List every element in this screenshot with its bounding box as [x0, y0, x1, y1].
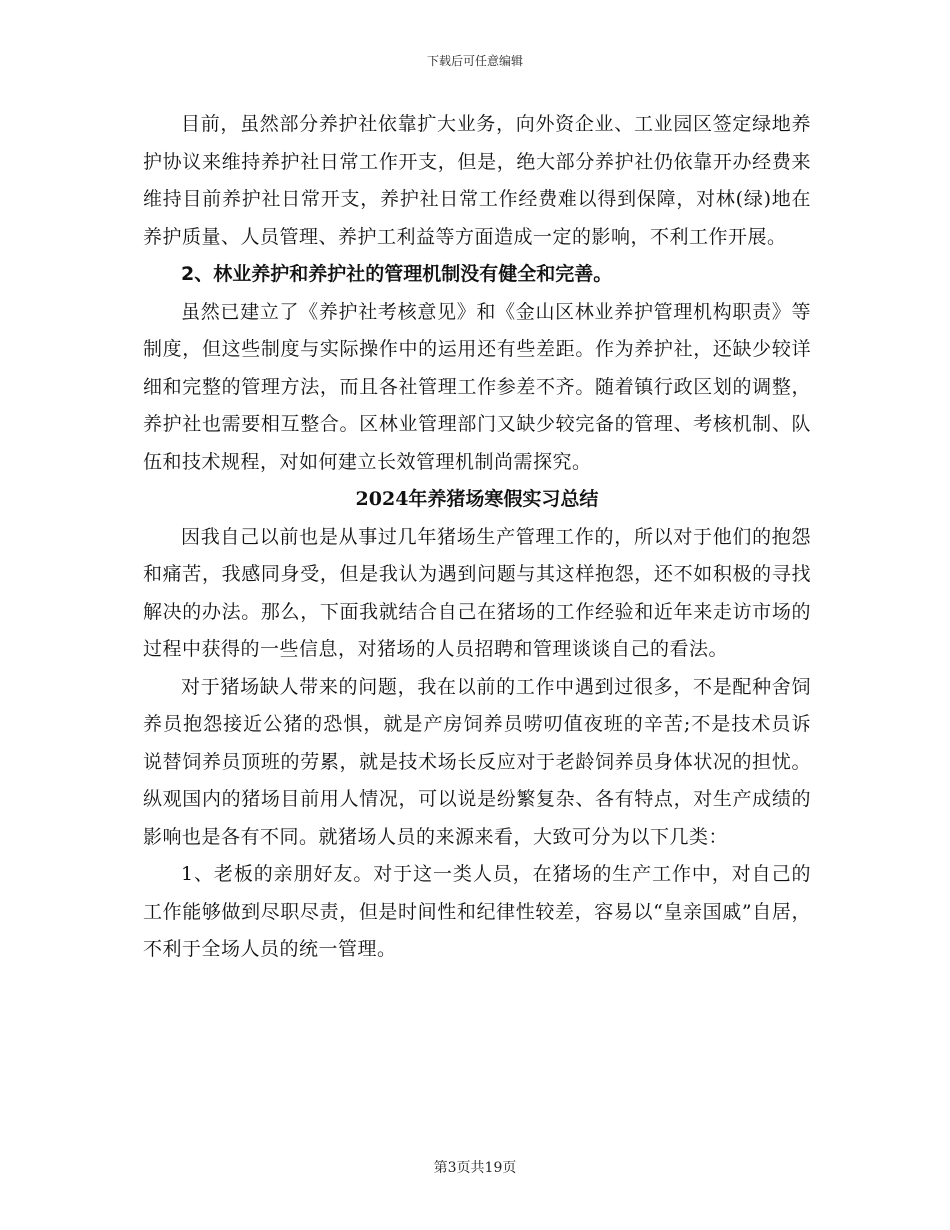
section-heading-management: 2、林业养护和养护社的管理机制没有健全和完善。	[181, 263, 613, 285]
paragraph-category-1: 1、老板的亲朋好友。对于这一类人员，在猪场的生产工作中，对自己的工作能够做到尽职尽责，但是时间性和纪律性较差，容易以“皇亲国戚”自居，不利于全场人员的统一管理。	[143, 863, 811, 960]
page-number: 第3页共19页	[433, 1160, 517, 1176]
paragraph-intro: 因我自己以前也是从事过几年猪场生产管理工作的，所以对于他们的抱怨和痛苦，我感同身受，但是我认为遇到问题与其这样抱怨，还不如积极的寻找解决的办法。那么，下面我就结合自己在猪场的工作经验和近年来走访市场的过程中获得的一些信息，对猪场的人员招聘和管理谈谈自己的看法。	[143, 525, 811, 660]
document-body	[143, 106, 811, 969]
page-header-note: 下载后可任意编辑	[426, 54, 523, 68]
paragraph-management: 虽然已建立了《养护社考核意见》和《金山区林业养护管理机构职责》等制度，但这些制度与实际操作中的运用还有些差距。作为养护社，还缺少较详细和完整的管理方法，而且各社管理工作参差不齐。随着镇行政区划的调整，养护社也需要相互整合。区林业管理部门又缺少较完备的管理、考核机制、队伍和技术规程，对如何建立长效管理机制尚需探究。	[143, 300, 811, 473]
document-title: 2024年养猪场寒假实习总结	[355, 488, 599, 510]
paragraph-funding: 目前，虽然部分养护社依靠扩大业务，向外资企业、工业园区签定绿地养护协议来维持养护社日常工作开支，但是，绝大部分养护社仍依靠开办经费来维持目前养护社日常开支，养护社日常工作经费难以得到保障，对林(绿)地在养护质量、人员管理、养护工利益等方面造成一定的影响，不利工作开展。	[143, 113, 811, 248]
paragraph-staffing: 对于猪场缺人带来的问题，我在以前的工作中遇到过很多，不是配种舍饲养员抱怨接近公猪的恐惧，就是产房饲养员唠叨值夜班的辛苦;不是技术员诉说替饲养员顶班的劳累，就是技术场长反应对于老龄饲养员身体状况的担忧。纵观国内的猪场目前用人情况，可以说是纷繁复杂、各有特点，对生产成绩的影响也是各有不同。就猪场人员的来源来看，大致可分为以下几类：	[143, 675, 811, 848]
